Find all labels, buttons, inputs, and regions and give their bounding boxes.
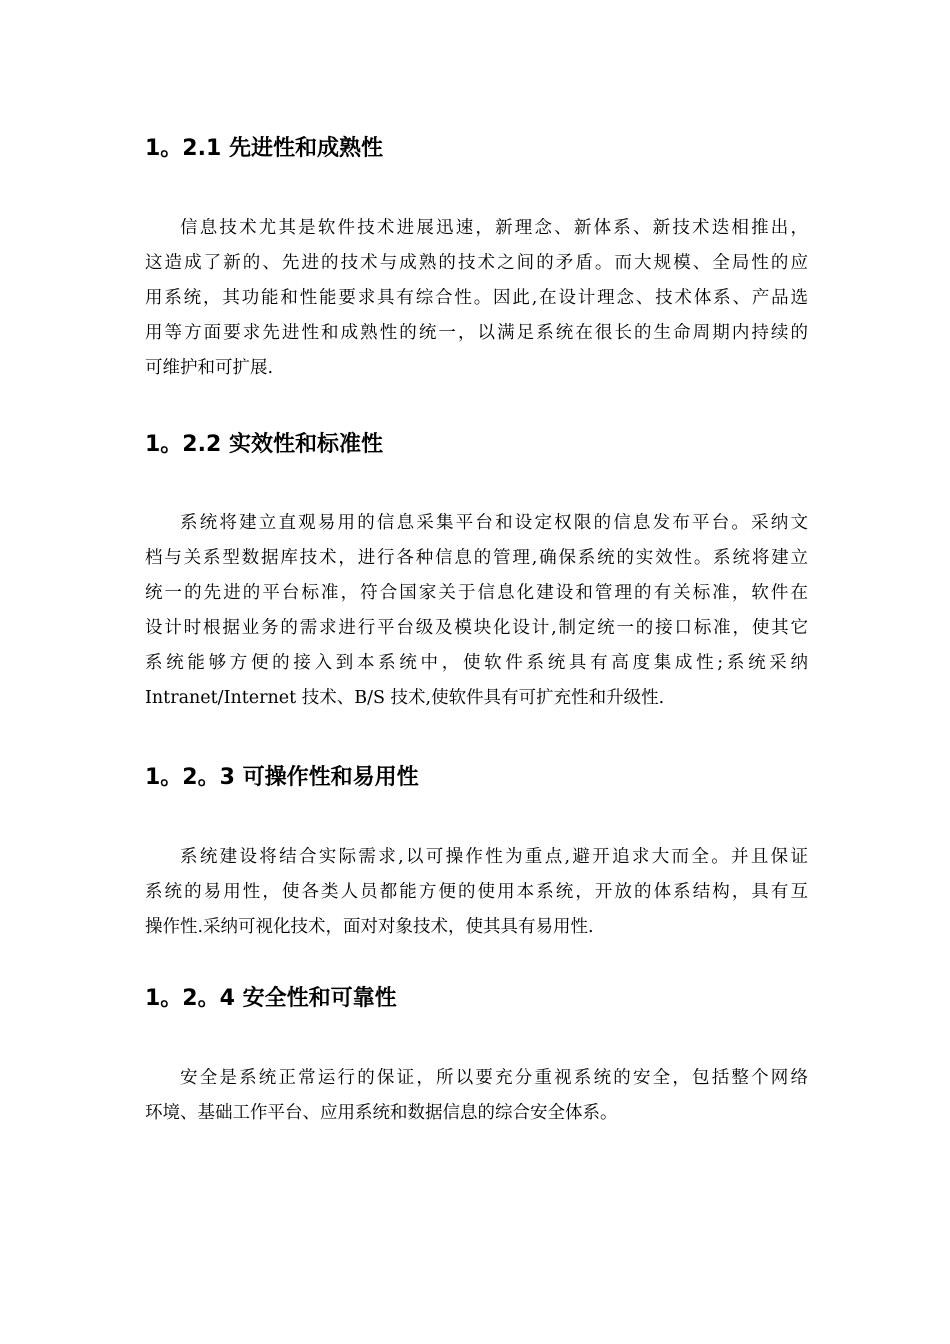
paragraph-line: Intranet/Internet 技术、B/S 技术,使软件具有可扩充性和升级性. (145, 688, 665, 708)
paragraph-line: 系统建设将结合实际需求,以可操作性为重点,避开追求大而全。并且保证 (180, 847, 808, 867)
paragraph-line: 可维护和可扩展. (145, 358, 274, 378)
paragraph-line: 设计时根据业务的需求进行平台级及模块化设计,制定统一的接口标准，使其它 (145, 618, 808, 638)
paragraph-line: 信息技术尤其是软件技术进展迅速，新理念、新体系、新技术迭相推出， (180, 218, 808, 238)
paragraph-line: 统一的先进的平台标准，符合国家关于信息化建设和管理的有关标准，软件在 (145, 583, 808, 603)
paragraph-line: 安全是系统正常运行的保证，所以要充分重视系统的安全，包括整个网络 (180, 1068, 808, 1088)
section-paragraph-effectiveness-standards (145, 506, 808, 716)
paragraph-line: 系统的易用性，使各类人员都能方便的使用本系统，开放的体系结构，具有互 (145, 882, 808, 902)
section-paragraph-advanced-maturity (145, 211, 808, 386)
section-paragraph-security-reliability (145, 1061, 808, 1131)
paragraph-line: 档与关系型数据库技术，进行各种信息的管理,确保系统的实效性。系统将建立 (145, 548, 808, 568)
paragraph-line: 系统将建立直观易用的信息采集平台和设定权限的信息发布平台。采纳文 (180, 513, 808, 533)
paragraph-line: 用系统，其功能和性能要求具有综合性。因此,在设计理念、技术体系、产品选 (145, 288, 808, 308)
paragraph-line: 这造成了新的、先进的技术与成熟的技术之间的矛盾。而大规模、全局性的应 (145, 253, 808, 273)
section-paragraph-operability-usability (145, 840, 808, 945)
paragraph-line: 环境、基础工作平台、应用系统和数据信息的综合安全体系。 (145, 1103, 618, 1123)
section-heading-security-reliability: 1。2。4 安全性和可靠性 (145, 986, 397, 1011)
paragraph-line: 用等方面要求先进性和成熟性的统一，以满足系统在很长的生命周期内持续的 (145, 323, 808, 343)
paragraph-line: 操作性.采纳可视化技术，面对对象技术，使其具有易用性. (145, 917, 594, 937)
section-heading-advanced-maturity: 1。2.1 先进性和成熟性 (145, 136, 383, 161)
section-heading-operability-usability: 1。2。3 可操作性和易用性 (145, 765, 419, 790)
paragraph-line: 系统能够方便的接入到本系统中，使软件系统具有高度集成性;系统采纳 (145, 653, 808, 673)
section-heading-effectiveness-standards: 1。2.2 实效性和标准性 (145, 432, 383, 457)
